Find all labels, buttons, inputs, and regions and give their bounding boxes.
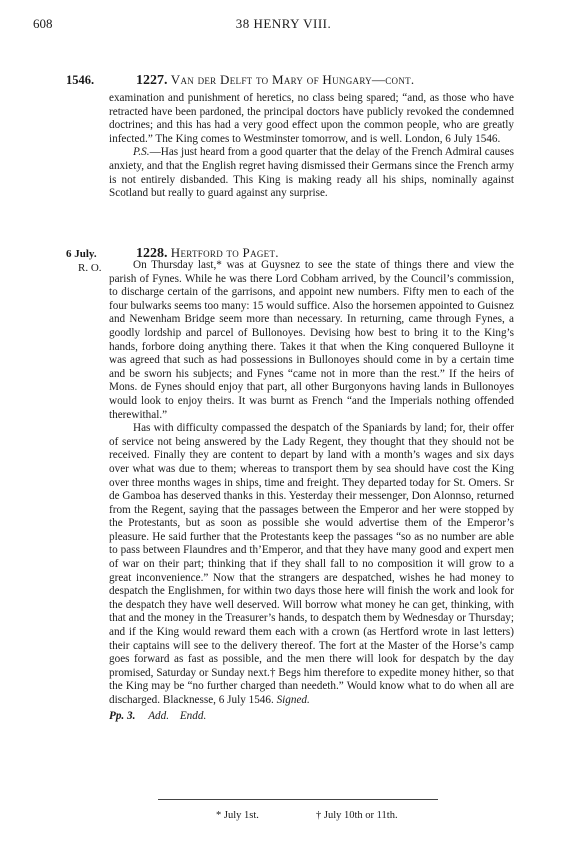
- ps-text: —Has just heard from a good quarter that the delay of the French Admiral causes anxiety, and that the English regret having dismissed their Germans since the French army is not entirely disbanded. This King is making ready all his ships, nominally against Scotland but really to guard against any surprise.: [109, 146, 514, 200]
- entry-1228-meta-line: [109, 710, 514, 724]
- entry-1228-paragraph-1: On Thursday last,* was at Guysnez to see the state of things there and view the parish of Fynes. While he was there Lord Cobham arrived, by the Council’s commission, to discharge certain of the garrisons, and appoint new numbers. Fifty men to each of the four bulwarks seems too many: 15 would suffice. Also the horsemen appointed to Guisnez and Newenham Bridge seem more than necessary. In returning, came through Fynes, a goodly lordship and parcel of Bullonoyes. Devising how best to bring it to the King’s hands, forbore doing anything there. Takes it that when the King conquered Bulloyne it was agreed that such as had possessions in Bullonoyes should come in by a certain time and be sworn his subjects; and Fynes “came not in more than the rest.” If the heirs of Mons. de Fynes should enjoy that part, all other Burgonyons having lands in Bullonoyes would look to enjoy theirs. It was burnt as French “and the Imperials nothing offended therewithal.”: [109, 259, 514, 421]
- entry-1228-number: 1228.: [136, 246, 168, 261]
- entry-1227-postscript: [109, 146, 514, 200]
- page-number: 608: [33, 16, 53, 31]
- running-head: 38 HENRY VIII.: [235, 16, 332, 31]
- entry-1228-side-date: 6 July.: [66, 248, 97, 260]
- entry-1227-paragraph-1: examination and punishment of heretics, no class being spared; “and, as those who have retracted have been pardoned, the principal doctors have publicly revoked the condemned doctrines; and this has had a very good effect upon the common people, who are greatly infected.” The King comes to Westminster tomorrow, and is well. London, 6 July 1546.: [109, 92, 514, 145]
- entry-1227-title: Van der Delft to Mary of Hungary—cont.: [170, 72, 415, 87]
- entry-1228-side-source: R. O.: [78, 262, 102, 274]
- entry-1228-paragraph-2: [109, 422, 514, 707]
- footnote-1: * July 1st.: [216, 810, 259, 821]
- entry-1228-title: Hertford to Paget.: [170, 245, 279, 260]
- footnote-divider: [158, 799, 438, 800]
- entry-1227-number: 1227.: [136, 73, 168, 88]
- pages-count: Pp. 3.: [109, 709, 136, 722]
- footnote-2: † July 10th or 11th.: [316, 810, 398, 821]
- entry-1227-body: [109, 92, 514, 201]
- ps-label: P.S.: [133, 146, 150, 159]
- paragraph-2-text: Has with difficulty compassed the despatch of the Spaniards by land; for, their offer of service not being answered by the Lady Regent, they thought that they should not be received. Finally they are content to depart by land with a month’s wages and six days over what was due to them; whereas to transport them by sea should have cost the King over three months wages in ships, time and freight. They departed today for St. Omers. Sr de Gamboa has deserved thanks in this. Yesterday their messenger, Don Alonnso, returned from the Regent, saying that the passages between the Emperor and her were stopped by the Protestants, but as soon as possible she would advertise them of the Emperor’s pleasure. He said further that the Protestants keep the passages “so as no number are able to pass between Flaundres and th’Emperor, and that they have many good and expert men of war on their part; thinking that if they shall fall to no composition it will grow to a great inconvenience.” Now that the strangers are despatched, wishes he had money to despatch the Englishmen, for within two days those here will finish the work and look for the despatch they have well deserved. Will borrow what money he can get, thinking, with that and the money in the Treasurer’s hands, to despatch them by Wednesday or Thursday; and if the King would reward them each with a crown (as Hertford wrote in last letters) their captains will see to the delivery thereof. The fort at the Master of the Horse’s camp goes forward as fast as possible, and the men there will look for despatch by the day promised, Saturday or Sunday next.† Begs him therefore to expedite money hither, so that the King may be “no further charged than needeth.” Would know what to do when all are discharged. Blacknesse, 6 July 1546.: [109, 422, 514, 706]
- signed-note: Signed.: [276, 694, 310, 706]
- address-note: Add.: [148, 709, 170, 722]
- entry-1228-body: [109, 259, 514, 723]
- entry-1227-heading: [136, 72, 414, 89]
- year-marker: 1546.: [66, 73, 95, 87]
- endorsed-note: Endd.: [179, 709, 207, 722]
